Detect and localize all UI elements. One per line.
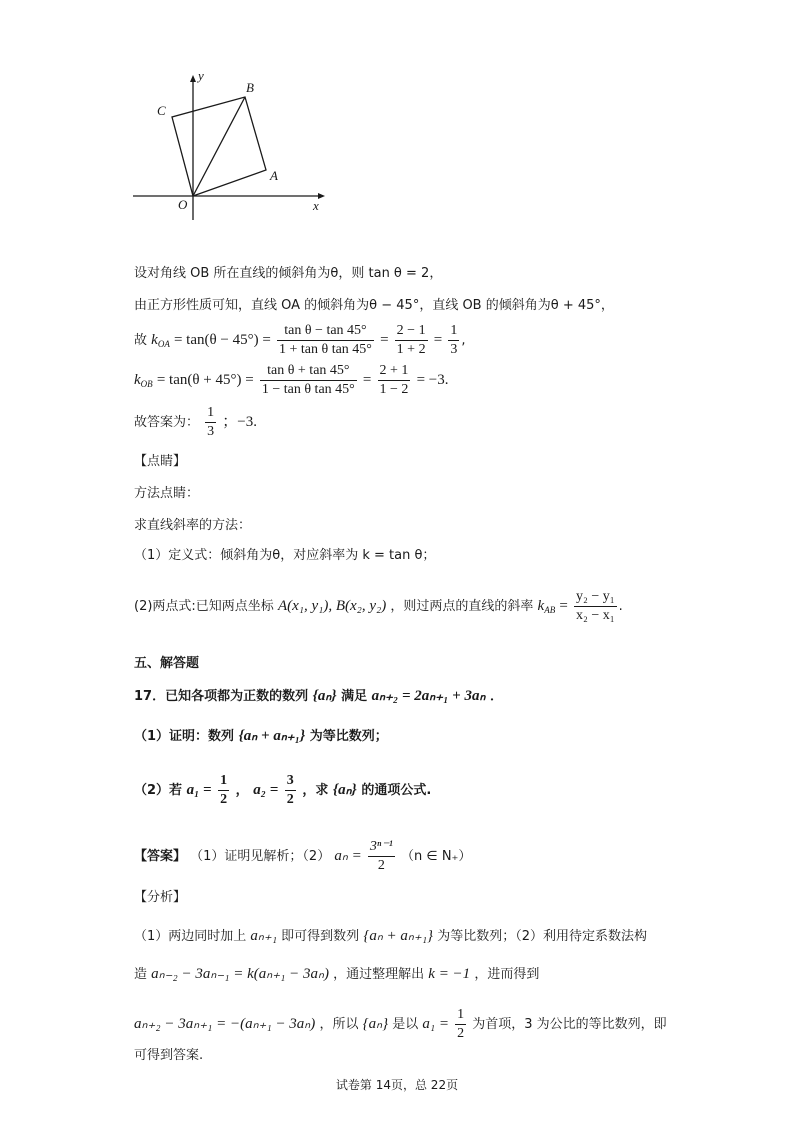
analysis-l3-a1: a₁ = (422, 1016, 449, 1032)
numerator: 2 + 1 (378, 362, 411, 381)
fraction-ob-numeric (378, 362, 411, 399)
stem-sequence: {aₙ} (312, 688, 337, 704)
analysis-l2-mid: ，通过整理解出 (333, 967, 425, 982)
numerator: 1 (205, 404, 216, 423)
fraction-oa-numeric (395, 322, 428, 359)
part2-sequence: {aₙ} (332, 782, 357, 798)
answer-summary-suffix: ；−3. (222, 414, 258, 430)
numerator: 1 (218, 772, 229, 791)
fraction-ob-tan (260, 362, 357, 399)
point-b-label: B (246, 80, 254, 95)
part2-suffix: 的通项公式. (361, 783, 432, 798)
numerator: 3 (285, 772, 296, 791)
point-c-label: C (157, 103, 166, 118)
x-axis-arrow (318, 193, 325, 199)
part1-suffix: 为等比数列； (309, 729, 388, 744)
answer-summary-prefix: 故答案为： (134, 415, 200, 430)
analysis-l2-k: k = −1 (428, 966, 471, 982)
denominator: 2 (377, 858, 385, 873)
analysis-l2-suffix: ，进而得到 (474, 967, 540, 982)
numerator: 1 (455, 1006, 466, 1025)
denominator: 3 (207, 424, 215, 439)
answer-fraction (368, 838, 395, 875)
denominator: 2 (286, 792, 294, 807)
analysis-line-3 (134, 1006, 667, 1043)
answer-summary (134, 404, 257, 441)
analysis-l3-mid: ，所以 (319, 1017, 359, 1032)
diagonal-ob (193, 97, 245, 196)
numerator: tan θ + tan 45° (260, 362, 357, 381)
answer-label: 【答案】 (134, 849, 187, 864)
answer-text: （1）证明见解析；（2） (190, 849, 331, 864)
part2-fraction-1 (218, 772, 229, 809)
definition-form: （1）定义式：倾斜角为θ，对应斜率为 k = tan θ； (134, 548, 436, 563)
analysis-l1-suffix: 为等比数列；（2）利用待定系数法构 (437, 929, 647, 944)
coordinate-figure (125, 60, 335, 220)
numerator: 3ⁿ⁻¹ (368, 838, 395, 857)
two-point-mid: ，则过两点的直线的斜率 (390, 599, 534, 614)
denominator: 1 + tan θ tan 45° (279, 342, 372, 357)
denominator: 1 − tan θ tan 45° (261, 382, 355, 397)
part2-a2: a₂ = (253, 782, 279, 798)
stem-prefix: 17．已知各项都为正数的数列 (134, 689, 309, 704)
k-ob-subscript: OB (140, 379, 153, 389)
ob-result: = −3. (416, 372, 449, 388)
numerator: 1 (448, 322, 459, 341)
part2-fraction-2 (285, 772, 296, 809)
two-point-fraction (574, 588, 617, 625)
y-axis-label: y (198, 68, 204, 83)
analysis-l1-prefix: （1）两边同时加上 (134, 929, 247, 944)
analysis-l2-prefix: 造 (134, 967, 148, 982)
point-a-label: A (270, 168, 278, 183)
part2-prefix: （2）若 (134, 783, 183, 798)
denominator: x₂ − x₁ (575, 608, 615, 623)
analysis-l3-suffix: 为首项，3 为公比的等比数列，即 (472, 1017, 667, 1032)
analysis-l2-formula: aₙ₋₂ − 3aₙ₋₁ = k(aₙ₊₁ − 3aₙ) (151, 966, 329, 982)
numerator: 2 − 1 (395, 322, 428, 341)
solution-line-3: 故 $k_{OA} = \tan(\theta - 45^\circ)$ = $\frac{\text{tan θ − tan 45°}}{\text{1 + tan θ tan 45°}}$ = $\frac{2 - 1}{1 + 2}$ = $\frac{1}{3}$ , (134, 323, 466, 357)
problem-stem (134, 686, 503, 707)
section-title: 五、解答题 (134, 656, 200, 671)
analysis-line-2 (134, 964, 539, 985)
denominator: 2 (457, 1026, 465, 1041)
origin-label: O (178, 197, 188, 212)
fraction-oa-result (448, 322, 459, 359)
fraction-oa-tan (277, 322, 374, 359)
stem-recurrence: aₙ₊₂ = 2aₙ₊₁ + 3aₙ (371, 688, 486, 704)
k-ob: k (134, 372, 141, 388)
answer-domain: （n ∈ N₊） (400, 849, 472, 864)
comment-heading: 【点睛】 (134, 454, 187, 469)
part2-a1: a₁ = (186, 782, 212, 798)
numerator: y₂ − y₁ (574, 588, 617, 607)
solution-line-1: 设对角线 OB 所在直线的倾斜角为θ，则 tan θ = 2， (134, 266, 443, 281)
problem-part-1 (134, 726, 388, 747)
analysis-l1-mid: 即可得到数列 (281, 929, 360, 944)
x-axis-label: x (313, 198, 319, 213)
stem-mid: 满足 (341, 689, 368, 704)
two-point-coords: A(x₁, y₁), B(x₂, y₂) (277, 598, 387, 614)
problem-part-2 (134, 772, 431, 809)
page-footer: 试卷第 14页，总 22页 (335, 1078, 459, 1092)
k-ab-subscript: AB (544, 605, 556, 615)
two-point-prefix: (2)两点式:已知两点坐标 (134, 599, 274, 614)
y-axis-arrow (190, 75, 196, 82)
analysis-l3-sequence: {aₙ} (362, 1016, 389, 1032)
answer-line (134, 838, 471, 875)
analysis-l1-sequence: {aₙ + aₙ₊₁} (363, 928, 434, 944)
denominator: 1 + 2 (396, 342, 426, 357)
analysis-heading: 【分析】 (134, 890, 187, 905)
analysis-line-4: 可得到答案. (134, 1048, 204, 1063)
solution-line-4: $k_{OB} = \tan(\theta + 45^\circ)$ = $\frac{\text{tan θ + tan 45°}}{\text{1 − tan θ tan 45°}}$ = $\frac{2 + 1}{1 - 2}$ = −3. (134, 363, 449, 397)
line-3-prefix: 故 (134, 333, 148, 348)
analysis-l3-fraction (455, 1006, 466, 1043)
analysis-line-1 (134, 926, 647, 947)
method-label: 方法点睛： (134, 486, 200, 501)
k-oa: k (151, 332, 158, 348)
answer-lhs: aₙ = (334, 848, 362, 864)
part2-mid: ，求 (302, 783, 329, 798)
analysis-l1-term: aₙ₊₁ (250, 928, 278, 944)
slope-methods-label: 求直线斜率的方法： (134, 518, 252, 533)
solution-line-2: 由正方形性质可知，直线 OA 的倾斜角为θ − 45°，直线 OB 的倾斜角为θ + 45°， (134, 298, 614, 313)
equation-oa: = tan(θ − 45°) = (173, 332, 271, 348)
k-oa-subscript: OA (157, 339, 170, 349)
part1-sequence: {aₙ + aₙ₊₁} (238, 728, 306, 744)
numerator: tan θ − tan 45° (277, 322, 374, 341)
analysis-l3-formula: aₙ₊₂ − 3aₙ₊₁ = −(aₙ₊₁ − 3aₙ) (134, 1016, 316, 1032)
denominator: 3 (450, 342, 458, 357)
equation-ob: = tan(θ + 45°) = (156, 372, 254, 388)
analysis-l3-mid2: 是以 (392, 1017, 419, 1032)
denominator: 2 (220, 792, 228, 807)
part1-prefix: （1）证明：数列 (134, 729, 235, 744)
answer-fraction (205, 404, 216, 441)
denominator: 1 − 2 (379, 382, 409, 397)
stem-end: ． (489, 689, 503, 704)
two-point-form: (2)两点式:已知两点坐标 A(x₁, y₁), B(x₂, y₂) ，则过两点的直线的斜率 $k_{AB}$ = $\frac{\text{y₂ − y₁}}{\text{x₂ − x₁}}$ . (134, 589, 623, 623)
part2-separator: ， (235, 783, 249, 798)
k-ab: k (537, 598, 545, 614)
